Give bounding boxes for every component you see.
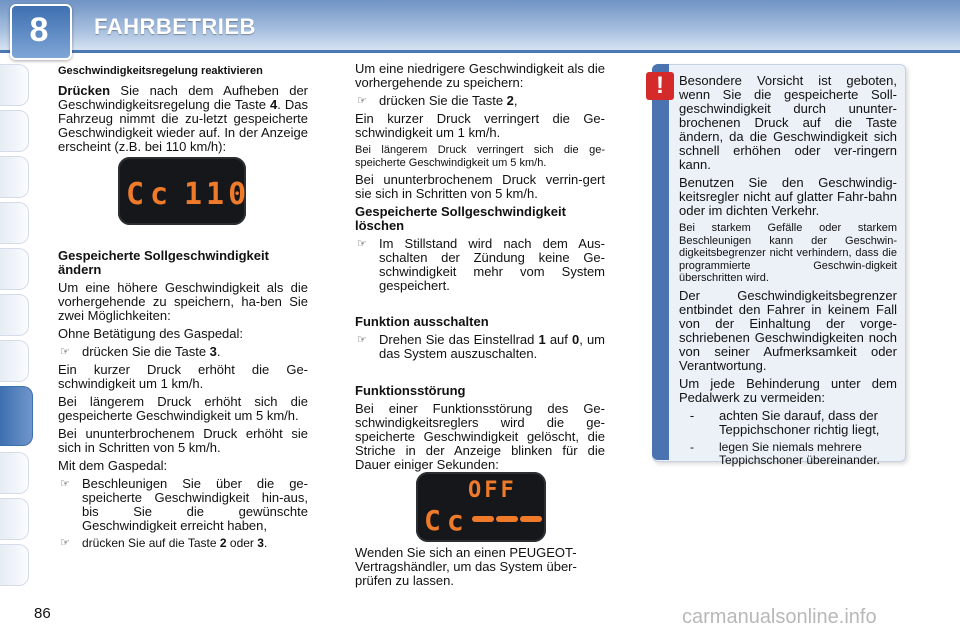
hand-icon: ☞	[60, 346, 70, 358]
paragraph: Der Geschwindigkeitsbegrenzer entbindet den Fahrer in keinem Fall von der Einhaltung der vorge-schriebenen Geschwindigkeiten noch von seiner Aufmerksamkeit oder Verantwortung.	[679, 287, 897, 373]
bullet-item: ☞ Drehen Sie das Einstellrad 1 auf 0, um das System auszuschalten.	[357, 332, 606, 361]
warning-bar	[652, 64, 669, 460]
display-speed-value: 110	[184, 177, 251, 212]
paragraph: Bei längerem Druck erhöht sich die gespeicherte Geschwindigkeit um 5 km/h.	[58, 394, 308, 423]
column-middle-dealer	[355, 546, 607, 592]
column-middle	[355, 62, 605, 297]
paragraph: Benutzen Sie den Geschwindig-keitsregler nicht auf glatter Fahr-bahn oder im dichten Verkehr.	[679, 175, 897, 218]
paragraph: Um eine höhere Geschwindigkeit als die vorhergehende zu speichern, ha-ben Sie zwei Möglichkeiten:	[58, 280, 308, 323]
bullet-item: ☞ drücken Sie auf die Taste 2 oder 3.	[60, 536, 268, 550]
dash-indicator	[520, 516, 542, 522]
column-middle-fault	[355, 384, 605, 476]
bullet-item: ☞ drücken Sie die Taste 2,	[357, 93, 518, 108]
side-tab[interactable]	[0, 498, 29, 540]
side-tab[interactable]	[0, 156, 29, 198]
heading-delete: Gespeicherte Sollgeschwindigkeit löschen	[355, 204, 566, 233]
heading-change: Gespeicherte Sollgeschwindigkeit ändern	[58, 248, 269, 277]
warning-text	[679, 74, 897, 471]
column-left	[58, 64, 308, 158]
chapter-title: FAHRBETRIEB	[94, 14, 256, 39]
page-number: 86	[34, 605, 51, 622]
heading-off: Funktion ausschalten	[355, 314, 489, 329]
paragraph: Um jede Behinderung unter dem Pedalwerk zu vermeiden:	[679, 375, 897, 405]
side-tab[interactable]	[0, 64, 29, 106]
hand-icon: ☞	[357, 95, 367, 107]
dash-item: - legen Sie niemals mehrere Teppichschoner übereinander.	[690, 439, 880, 467]
paragraph: Besondere Vorsicht ist geboten, wenn Sie die gespeicherte Soll-geschwindigkeit durch ununter-brochenen Druck auf die Taste ändern, da die Geschwindigkeit sich schnell erhöhen oder ver-ringern kann.	[679, 73, 897, 172]
bullet-item: ☞ drücken Sie die Taste 3.	[60, 344, 221, 359]
heading-reactivate: Geschwindigkeitsregelung reaktivieren	[58, 65, 263, 77]
display-cc-label: Cc	[126, 177, 175, 212]
side-tab[interactable]	[0, 544, 29, 586]
side-tab[interactable]	[0, 340, 29, 382]
paragraph: Ohne Betätigung des Gaspedal:	[58, 326, 244, 341]
column-middle-off	[355, 315, 605, 365]
warning-icon: !	[646, 72, 674, 100]
hand-icon: ☞	[60, 478, 70, 490]
side-tab[interactable]	[0, 202, 29, 244]
side-tab[interactable]	[0, 452, 29, 494]
side-tab[interactable]	[0, 248, 29, 290]
hand-icon: ☞	[357, 238, 367, 250]
paragraph: Bei ununterbrochenem Druck erhöht sie sich in Schritten von 5 km/h.	[58, 426, 308, 455]
paragraph: Bei ununterbrochenem Druck verrin-gert sie sich in Schritten von 5 km/h.	[355, 172, 605, 201]
dash-item: - achten Sie darauf, dass der Teppichschoner richtig liegt,	[689, 407, 880, 437]
bullet-item: ☞ Beschleunigen Sie über die ge-speicherte Geschwindigkeit hin-aus, bis Sie die gewünschte Geschwindigkeit erreicht haben,	[60, 476, 308, 533]
side-tab-active[interactable]	[0, 386, 33, 446]
hand-icon: ☞	[357, 334, 367, 346]
paragraph: Ein kurzer Druck erhöht die Ge-schwindigkeit um 1 km/h.	[58, 362, 308, 391]
paragraph-small: Bei starkem Gefälle oder starkem Beschleunigen kann der Geschwin-digkeitsbegrenzer nicht verhindern, dass die programmierte Geschwin-digkeit überschritten wird.	[679, 222, 897, 284]
chapter-number: 8	[29, 11, 49, 49]
display-off	[416, 472, 546, 542]
side-tab[interactable]	[0, 294, 29, 336]
hand-icon: ☞	[60, 537, 70, 549]
side-tab[interactable]	[0, 110, 29, 152]
display-off-label: OFF	[468, 478, 517, 503]
paragraph: Ein kurzer Druck verringert die Ge-schwindigkeit um 1 km/h.	[355, 111, 605, 140]
heading-fault: Funktionsstörung	[355, 383, 466, 398]
watermark: carmanualsonline.info	[682, 606, 877, 628]
bullet-item: ☞ Im Stillstand wird nach dem Aus-schalten der Zündung keine Ge-schwindigkeit mehr vom System gespeichert.	[357, 236, 605, 293]
paragraph: Bei einer Funktionsstörung des Ge-schwindigkeitsreglers wird die ge-speicherte Geschwindigkeit gelöscht, die Striche in der Anzeige blinken für die Dauer einiger Sekunden:	[355, 401, 605, 472]
header-divider	[0, 50, 960, 53]
dash-indicator	[472, 516, 494, 522]
column-left-lower	[58, 249, 308, 554]
paragraph: Mit dem Gaspedal:	[58, 458, 168, 473]
display-cc-label: Cc	[424, 504, 470, 537]
dash-indicator	[496, 516, 518, 522]
paragraph: Wenden Sie sich an einen PEUGEOT-Vertragshändler, um das System über-prüfen zu lassen.	[355, 545, 577, 588]
display-cc-110	[118, 157, 251, 225]
paragraph-small: Bei längerem Druck verringert sich die ge-speicherte Geschwindigkeit um 5 km/h.	[355, 144, 605, 169]
paragraph: Um eine niedrigere Geschwindigkeit als die vorhergehende zu speichern:	[355, 61, 605, 90]
paragraph: Drücken Sie nach dem Aufheben der Geschwindigkeitsregelung die Taste 4. Das Fahrzeug nimmt die zu-letzt gespeicherte Geschwindigkeit wieder auf. In der Anzeige erscheint (z.B. bei 110 km/h):	[58, 83, 309, 154]
